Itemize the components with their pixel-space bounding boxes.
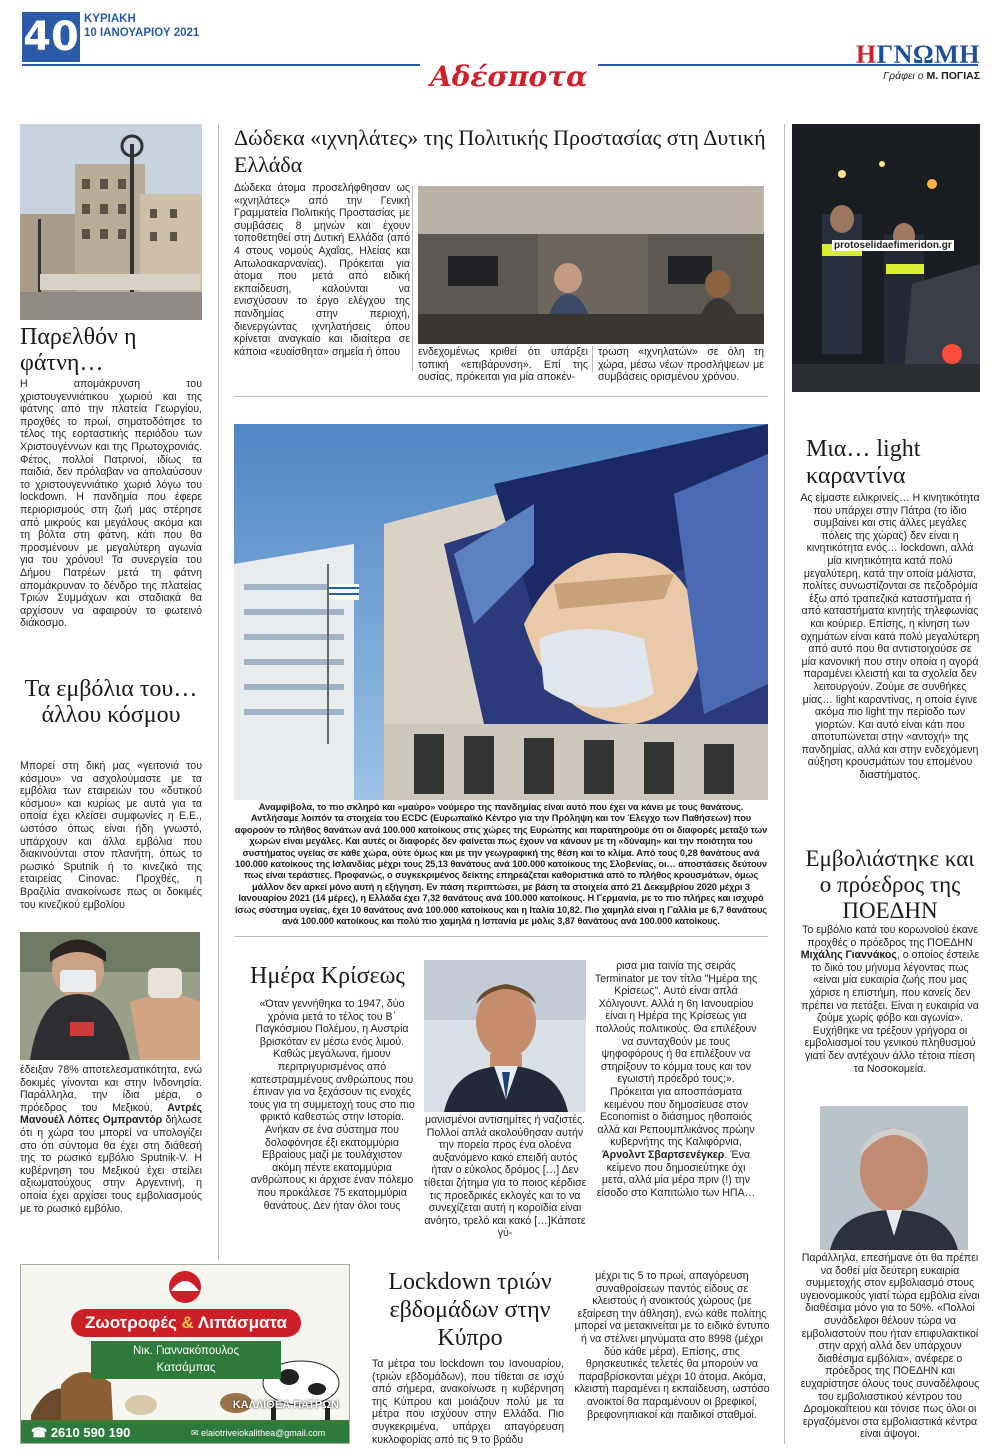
logo-mark: Η xyxy=(855,40,877,69)
light-title: Μια… light καραντίνα xyxy=(806,436,921,489)
phone-icon: ☎ xyxy=(31,1425,51,1440)
column-rule xyxy=(784,124,785,1444)
square-photo xyxy=(20,124,202,320)
issue-weekday: ΚΥΡΙΑΚΗ xyxy=(84,13,136,25)
email-icon: ✉ xyxy=(191,1428,202,1438)
fatni-title: Παρελθόν η φάτνη… xyxy=(20,324,137,376)
schwarzenegger-name: Άρνολντ Σβαρτσενέγκερ xyxy=(601,1148,725,1161)
issue-date xyxy=(84,12,199,40)
poedin-body xyxy=(800,924,980,1075)
column-rule xyxy=(412,186,413,371)
ad-brand xyxy=(71,1309,301,1337)
judgment-col-3a: ρισα μια ταινία της σειράς Terminator με τον τίτλο "Ημέρα της Κρίσεως". Αυτό είναι απλά Χόλιγουντ. Αλλά η 6η Ιανουαρίου είναι η Ημέρα της Κρίσεως για πολλούς πολιτικούς. Θα επιλέξουν να συνταχθούν με τους ψηφοφόρους ή θα επιλέξουν να στηρίξουν το κόμμα τους και τον εγωιστή πρόεδρό τους;». Πρόκειται για αποσπάσματα κειμένου που δημοσίευσε στον Economist ο διάσημος ηθοποιός αλλά και Ρεπουμπλικάνος πρώην κυβερνήτης της Καλιφόρνια, xyxy=(594,960,758,1149)
ad-phone[interactable] xyxy=(31,1425,130,1441)
cyprus-col-2: μέχρι τις 5 το πρωί, απαγόρευση συναθροίσεων παντός είδους σε κλειστούς ή ανοικτούς χώρους (με εξαίρεση την άθληση), ενώ κάθε πολίτης μπορεί να μετακινείται με το ειδικό έντυπο ή να στέλνει μηνύματα στο 8998 (μέχρι δύο κάθε μέρα). Επίσης, στις θρησκευτικές τελετές θα μπορούν να παραβρίσκονται μέχρι 10 άτομα. Ακόμα, κλειστή παραμένει η εκπαίδευση, ωστόσο ανοικτοί θα παραμένουν οι βρεφικοί, βρεφονηπιακοί και παιδικοί σταθμοί. xyxy=(574,1270,770,1421)
schwarzenegger-photo xyxy=(424,960,586,1112)
horizontal-rule xyxy=(234,936,768,937)
ad-brand-line-2: Λιπάσματα xyxy=(197,1313,288,1332)
poedin-body-a: Το εμβόλιο κατά του κορωνοϊού έκανε προχθές ο πρόεδρος της ΠΟΕΔΗΝ xyxy=(802,924,978,949)
judgment-col-1: «Όταν γεννήθηκα το 1947, δύο χρόνια μετά το τέλος του Β΄ Παγκόσμιου Πολέμου, η Αυστρία βρισκόταν εν μέσω ενός λιμού. Καθώς μεγάλωνα, ήμουν περιτριγυρισμένος από κατεστραμμένους ανθρώπους που έπιναν για να ξεχάσουν τις ενοχές τους για τη συμμετοχή τους στο πιο φρικτό καθεστώς στην Ιστορία. Ανήκαν σε ένα σύστημα που δολοφόνησε έξι εκατομμύρια Εβραίους μαζί με τουλάχιστον ακόμη πέντε εκατομμύρια ανθρώπους κι άρχισε έναν πόλεμο που προκάλεσε 75 εκατομμύρια θανάτους. Δεν ήταν όλοι τους xyxy=(249,998,415,1212)
ad-location: ΚΑΛΛΙΘΕΑ ΠΑΤΡΩΝ xyxy=(232,1399,339,1411)
poedin-body-b: , ο οποίος έστειλε το δικό του μήνυμα λέγοντας πως «είναι μία ευκαιρία ζωής που μας χάρισε η επιστήμη, που κανείς δεν πρέπει να πετάξει. Είναι η ευκαιρία να ζούμε χωρίς φόβο και αγωνία». Ευχήθηκε να τρέξουν γρήγορα οι εμβολιασμοί του γενικού πληθυσμού γιατί δεν αντέχουν άλλο τέτοια πίεση τα Νοσοκομεία. xyxy=(801,949,980,1075)
cyprus-col-1: Τα μέτρα του lockdown του Ιανουαρίου, (τριών εβδομάδων), που τίθεται σε ισχύ από σήμερα, ανακοίνωσε η κυβέρνηση της Κύπρου και μοιάζουν πολύ με τα μέτρα που ισχύουν στην Ελλάδα. Πιο συγκεκριμένα, υπάρχει απαγόρευση κυκλοφορίας από τις 9 το βράδυ xyxy=(372,1358,564,1446)
ad-email-address: elaiotriveiokalithea@gmail.com xyxy=(201,1428,326,1438)
giannakos-photo xyxy=(820,1106,968,1250)
mural-photo xyxy=(234,424,768,800)
cyprus-title: Lockdown τριών εβδομάδων στην Κύπρο xyxy=(388,1269,552,1351)
byline xyxy=(812,70,980,82)
ad-phone-number: 2610 590 190 xyxy=(50,1425,131,1440)
ad-brand-line-1: Ζωοτροφές xyxy=(84,1313,177,1332)
tracers-col-3: τρωση «ιχνηλατών» σε όλη τη χώρα, μέσω νέων προσλήψεων με συμβάσεις ορισμένου χρόνου. xyxy=(598,346,764,384)
vaccines-body-1: Μπορεί στη δική μας «γειτονιά του κόσμου» να ασχολούμαστε με τα εμβόλια των εταιρειών του «δυτικού κόσμου» και κυρίως με αυτά για τα οποία έχει κλείσει συμφωνίες η Ε.Ε., ωστόσο όπως είναι ήδη γνωστό, υπάρχουν και άλλα εμβόλια που διακινούνται στον πλανήτη, όπως το ρωσικό Sputnik ή το κινεζικό της εταιρείας Cinovac. Προχθές, η Βραζιλία ανακοίνωσε πως οι δοκιμές του κινεζικού εμβολίου xyxy=(20,760,202,911)
ad-owner-name: Νικ. Γιαννακόπουλος xyxy=(132,1345,239,1357)
tracers-office-photo xyxy=(418,186,764,344)
newspaper-logo xyxy=(812,40,980,82)
byline-prefix: Γράφει ο xyxy=(883,70,924,82)
ad-brand-amp: & xyxy=(181,1313,194,1332)
judgment-col-3b: . Ένα κείμενο που δημοσιεύτηκε όχι μετά, αλλά μία μέρα πριν (!) την είσοδο στο Καπιτώλιο των ΗΠΑ… xyxy=(596,1148,756,1199)
mural-caption: Αναμφίβολα, το πιο σκληρό και «μαύρο» νούμερο της πανδημίας είναι αυτό που έχει να κάνει με τους θανάτους. Αντλήσαμε λοιπόν τα στοιχεία του ECDC (Ευρωπαϊκό Κέντρο για την Πρόληψη και τον Έλεγχο των Παθήσεων) που αφορούν το πλήθος θανάτων ανά 100.000 κατοίκους στις χώρες της Ευρώπης και παρατηρούμε ότι οι διαφορές μεταξύ των χωρών είναι μεγάλες. Και αυτές οι διαφορές δεν φαίνεται πως έχουν να κάνουν με τη «δύναμη» και την ποιότητα του συστήματος υγείας σε κάθε χώρα, ούτε όμως και με την γεωγραφική της θέση και το κλίμα. Από τους 0,28 θανάτους ανά 100.000 κατοίκους της Ισλανδίας μέχρι τους 25,13 θανάτους ανά 100.000 κατοίκους της Σλοβενίας, οι… αποστάσεις δεύτουν πως είναι τεράστιες. Προφανώς, ο συγκεκριμένος δείκτης επηρεάζεται καθοριστικά από το πλήθος κρουσμάτων, όμως μάλλον δεν αρκεί μόνο αυτή η εξήγηση. Εν πάση περιπτώσει, με βάση τα στοιχεία από 21 Δεκεμβρίου 2020 μέχρι 3 Ιανουαρίου 2021 (14 μέρες), η Ελλάδα έχει 7,32 θανάτους ανά 100.000 κατοίκους. Η Γερμανία, με το πιο πλήρες και ισχυρό ίσως σύστημα υγείας, έχει 10 θανάτους ανά 100.000 κατοίκους και η Ιταλία 10,82. Πιο χαμηλά είναι η Γαλλία με 6,7 θανάτους ανά 100.000 κατοίκους και πολύ πιο χαμηλά η Ισπανία με μόλις 3,87 θανάτους ανά 100.000 κατοίκους. xyxy=(234,802,768,927)
giannakos-name: Μιχάλης Γιαννάκος xyxy=(800,949,897,962)
ad-owner xyxy=(91,1341,281,1379)
vaccination-photo xyxy=(20,932,200,1060)
tracers-title: Δώδεκα «ιχνηλάτες» της Πολιτικής Προστασίας στη Δυτική Ελλάδα xyxy=(234,125,766,177)
tracers-col-1: Δώδεκα άτομα προσελήφθησαν ως «ιχνηλάτες» από την Γενική Γραμματεία Πολιτικής Προστασίας με συμβάσεις 8 μηνών και έχουν τοποθετηθεί στη Δυτική Ελλάδα (από 4 στους νομούς Αχαΐας, Ηλείας και Αιτωλοακαρνανίας). Πρόκειται για άτομα που μετά από ειδική εκπαίδευση, καλούνται να ενισχύσουν το έργο ελέγχου της πανδημίας στην περιοχή, διενεργώντας ιχνηλατήσεις όπου κρίνεται αναγκαίο και ιδιαίτερα σε κάποια «ευαίσθητα» σημεία ή όπου xyxy=(234,182,410,358)
section-title: Αδέσποτα xyxy=(420,60,598,93)
advertisement[interactable] xyxy=(20,1264,350,1444)
page-number: 40 xyxy=(23,14,79,60)
horizontal-rule xyxy=(234,396,768,397)
judgment-title: Ημέρα Κρίσεως xyxy=(250,963,405,989)
ad-email[interactable] xyxy=(191,1428,325,1439)
vaccines-title: Τα εμβόλια του… άλλου κόσμου xyxy=(24,676,198,728)
tracers-col-2: ενδεχομένως κριθεί ότι υπάρξει τοπική «επιβάρυνση». Επί της ουσίας, πρόκειται για μία αποκέν- xyxy=(418,346,588,384)
issue-date-text: 10 ΙΑΝΟΥΑΡΙΟΥ 2021 xyxy=(84,27,200,39)
column-rule xyxy=(218,124,219,1260)
column-rule xyxy=(592,346,593,372)
vaccines-body-2a: έδειξαν 78% αποτελεσματικότητα, ενώ δοκιμές γίνονται και στην Ινδονησία. Παράλληλα, την ίδια μέρα, ο πρόεδρος του Μεξικού, xyxy=(20,1064,202,1114)
photo-credit: protoselidaefimeridon.gr xyxy=(834,240,952,251)
fatni-body: Η απομάκρυνση του χριστουγεννιάτικου χωριού και της φάτνης από την πλατεία Γεωργίου, προχθές το πρωί, σηματοδότησε το τέλος της εορταστικής περιόδου των Χριστουγέννων και της Πρωτοχρονιάς. Φέτος, πολλοί Πατρινοί, ιδίως τα παιδιά, δεν πρόλαβαν να απολαύσουν το χριστουγεννιάτικο χωριό λόγω του lockdown. Η πανδημία που έφερε περιορισμούς στη ζωή μας στέρησε από μικρούς και μεγάλους ακόμα και τη βόλτα στη φάτνη, κάτι που θα προσμένουν με μεγαλύτερη αγωνία για του χρόνου! Τα συνεργεία του Δήμου Πατρέων μετά τη φάτνη απομάκρυναν το δένδρο της πλατείας Τριών Συμμάχων και σταδιακά θα αρχίσουν να αφαιρούν το φωτεινό διάκοσμο. xyxy=(20,378,202,630)
byline-author: Μ. ΠΟΓΙΑΣ xyxy=(926,70,980,82)
judgment-col-2: μανισμένοι αντισημίτες ή ναζιστές. Πολλοί απλά ακολούθησαν αυτήν την πορεία προς ένα ολοένα αυξανόμενο κακό επειδή αυτός ήταν ο εύκολος δρόμος […] Δεν τίθεται ζήτημα για το ποιος κέρδισε τις προεδρικές εκλογές και το να συνεχίζεται αυτή η κοροϊδία είναι ανόητο, τρελό και κακό […]Κάποτε γύ- xyxy=(423,1114,587,1240)
poedin-body-2: Παράλληλα, επεσήμανε ότι θα πρέπει να δοθεί μία δεύτερη ευκαιρία συμμετοχής στον εμβολιασμό στους υγειονομικούς γιατί τώρα εμβόλια είναι διαθέσιμα μόνο για το 50%. «Πολλοί συνάδελφοι θέλουν τώρα να εμβολιαστούν που ήταν επιφυλακτικοί στην αρχή αλλά δεν υπάρχουν διαθέσιμα εμβόλια», ανέφερε ο πρόεδρος της ΠΟΕΔΗΝ και ευχαρίστησε όλους τους συναδέλφους του εμβολιαστικού κέντρου του Δρομοκαΐτειου και τόνισε πως όλοι οι εργαζόμενοι στα εμβολιαστικά κέντρα είναι άψογοι. xyxy=(800,1252,980,1441)
judgment-col-3 xyxy=(594,960,758,1199)
ad-owner-surname: Κατσάμπας xyxy=(156,1362,216,1374)
logo-name: ΓΝΩΜΗ xyxy=(876,40,980,69)
vaccines-body-2b: δήλωσε ότι η χώρα του μπορεί να υπολογίζει στο ότι σύντομα θα έχει στη διάθεσή της το ρωσικό εμβόλιο Sputnik-V. Η κυβέρνηση του Μεξικού έχει στείλει αξιωματούχους στην Αργεντινή, η οποία έχει αρχίσει τους εμβολιασμούς με το ρωσικό εμβόλιο. xyxy=(20,1114,202,1215)
vaccines-body-2 xyxy=(20,1064,202,1215)
light-body: Ας είμαστε ειλικρινείς… Η κινητικότητα που υπάρχει στην Πάτρα (το ίδιο συμβαίνει και στις άλλες μεγάλες πόλεις της χώρας) δεν είναι η κινητικότητα ενός… lockdown, αλλά μία κινητικότητα κατά πολύ μεγαλύτερη, κατά την οποία μάλιστα, πολίτες συνωστίζονται σε πεζοδρόμια έξω από τραπεζικά καταστήματα ή από καταστήματα κινητής τηλεφωνίας και κούριερ. Επίσης, η κίνηση των οχημάτων είναι κατά πολύ μεγαλύτερη από αυτό που θα αντιστοιχούσε σε μία κανονική που στην οποία η αγορά παραμένει κλειστή και τα σχολεία δεν λειτουργούν. Ζούμε σε συνθήκες μίας… light καραντίνας, η οποία έγινε ακόμα πιο light την περίοδο των γιορτών. Και αυτό είναι κάτι που αποτυπώνεται στην «αντοχή» της πανδημίας, αλλά και στην ενδεχόμενη αύξηση κρουσμάτων του επομένου διαστήματος. xyxy=(800,492,980,782)
poedin-title: Εμβολιάστηκε και ο πρόεδρος της ΠΟΕΔΗΝ xyxy=(805,846,975,923)
checkpoint-photo xyxy=(792,124,980,392)
mexico-president-name: Αντρές Μανουέλ Λόπες Ομπραντόρ xyxy=(20,1101,202,1127)
